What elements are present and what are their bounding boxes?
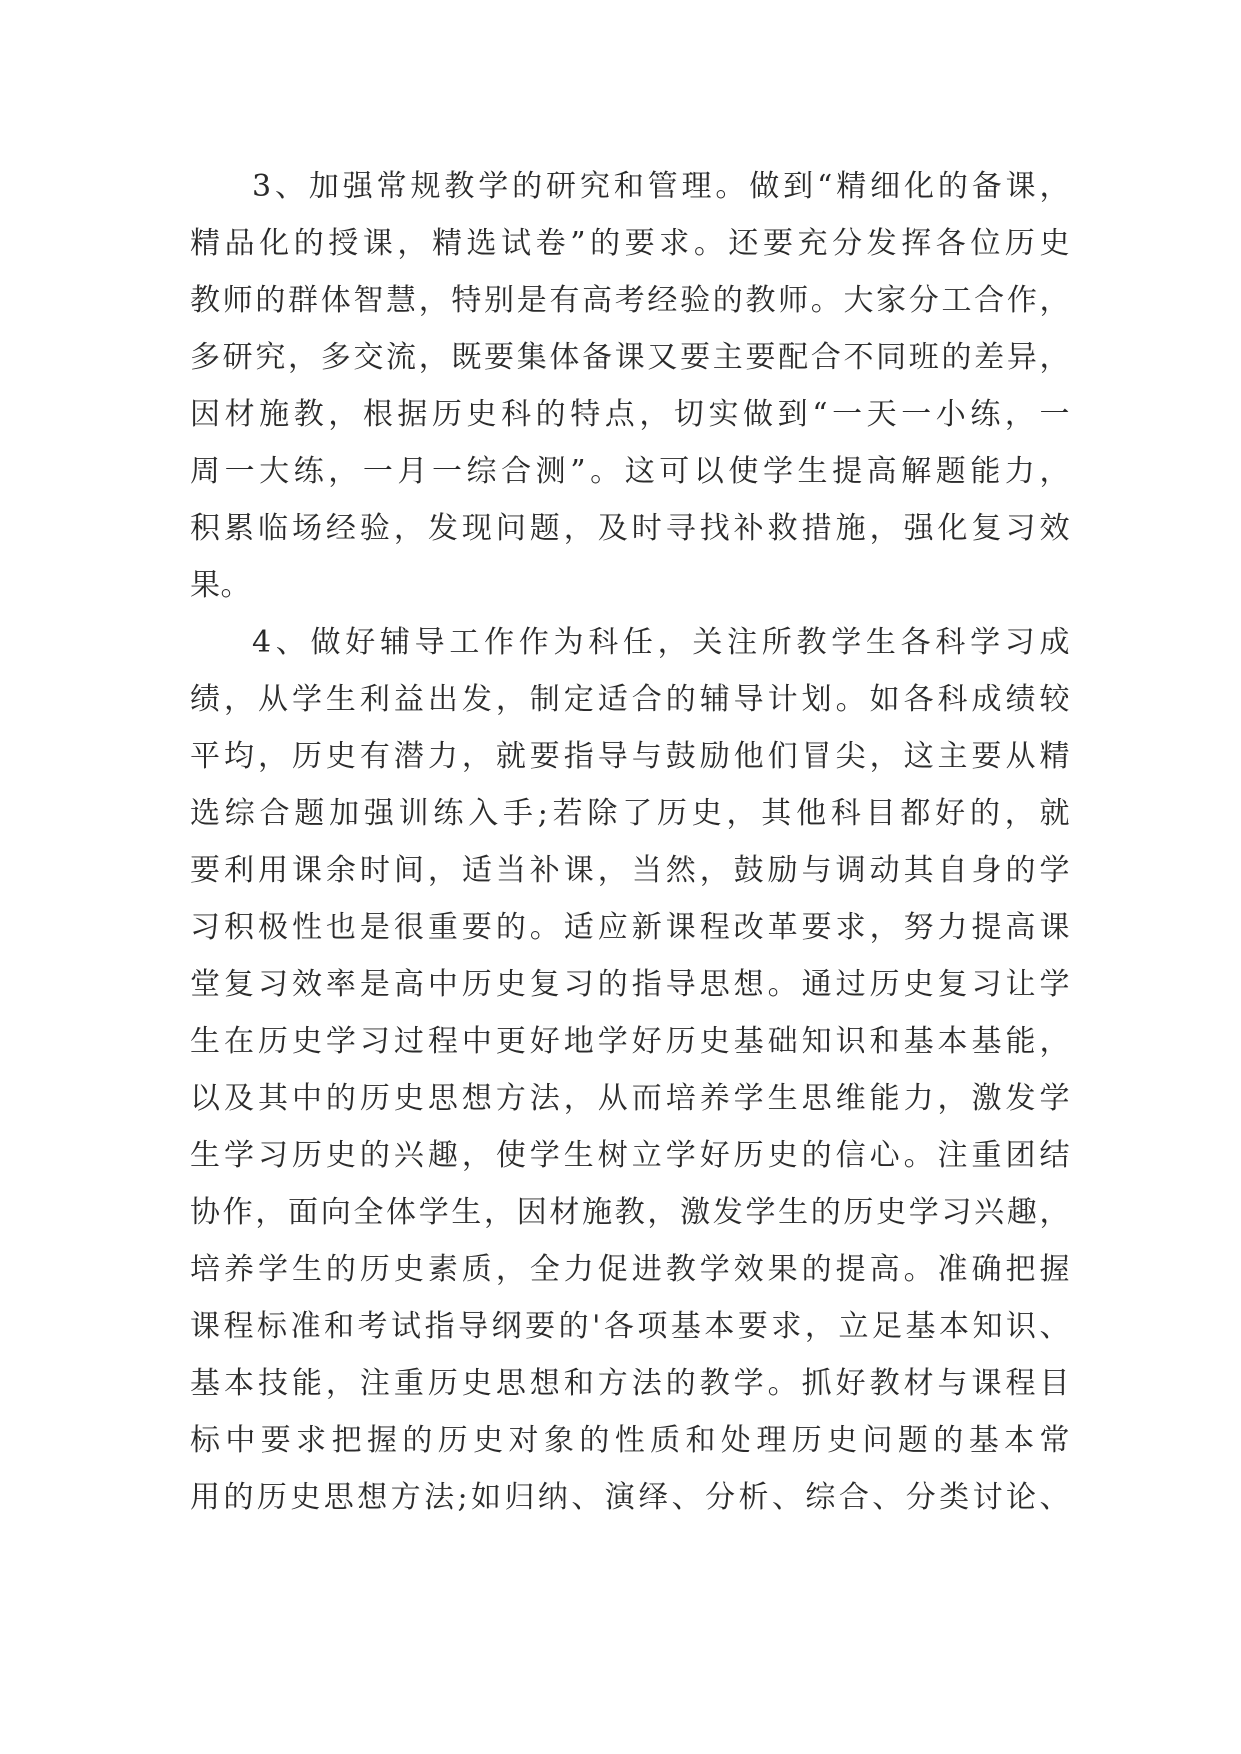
paragraph-line: 精品化的授课，精选试卷”的要求。还要充分发挥各位历史 xyxy=(190,226,1070,261)
paragraph-line: 选综合题加强训练入手;若除了历史，其他科目都好的，就 xyxy=(190,796,1070,831)
paragraph-line: 教师的群体智慧，特别是有高考经验的教师。大家分工合作， xyxy=(190,283,1070,318)
paragraph-line: 习积极性也是很重要的。适应新课程改革要求，努力提高课 xyxy=(190,910,1070,945)
paragraph-line: 积累临场经验，发现问题，及时寻找补救措施，强化复习效 xyxy=(190,511,1070,546)
paragraph-line: 生在历史学习过程中更好地学好历史基础知识和基本基能， xyxy=(190,1024,1070,1059)
paragraph-line: 因材施教，根据历史科的特点，切实做到“一天一小练，一 xyxy=(190,397,1070,432)
paragraph-line: 多研究，多交流，既要集体备课又要主要配合不同班的差异， xyxy=(190,340,1070,375)
paragraph-line: 3、加强常规教学的研究和管理。做到“精细化的备课， xyxy=(252,169,1070,204)
paragraph-line: 绩，从学生利益出发，制定适合的辅导计划。如各科成绩较 xyxy=(190,682,1070,717)
paragraph-line: 平均，历史有潜力，就要指导与鼓励他们冒尖，这主要从精 xyxy=(190,739,1070,774)
paragraph-line: 标中要求把握的历史对象的性质和处理历史问题的基本常 xyxy=(190,1423,1070,1458)
paragraph-line: 课程标准和考试指导纲要的'各项基本要求，立足基本知识、 xyxy=(190,1309,1070,1344)
paragraph-line: 生学习历史的兴趣，使学生树立学好历史的信心。注重团结 xyxy=(190,1138,1070,1173)
paragraph-line: 培养学生的历史素质，全力促进教学效果的提高。准确把握 xyxy=(190,1252,1070,1287)
paragraph-line: 周一大练，一月一综合测”。这可以使学生提高解题能力， xyxy=(190,454,1070,489)
paragraph-line: 要利用课余时间，适当补课，当然，鼓励与调动其自身的学 xyxy=(190,853,1070,888)
paragraph-line: 基本技能，注重历史思想和方法的教学。抓好教材与课程目 xyxy=(190,1366,1070,1401)
paragraph-line: 协作，面向全体学生，因材施教，激发学生的历史学习兴趣， xyxy=(190,1195,1070,1230)
paragraph-line: 4、做好辅导工作作为科任，关注所教学生各科学习成 xyxy=(252,625,1070,660)
document-body xyxy=(190,158,1070,1526)
paragraph-line: 用的历史思想方法;如归纳、演绎、分析、综合、分类讨论、 xyxy=(190,1480,1070,1515)
paragraph-line: 堂复习效率是高中历史复习的指导思想。通过历史复习让学 xyxy=(190,967,1070,1002)
paragraph-line: 以及其中的历史思想方法，从而培养学生思维能力，激发学 xyxy=(190,1081,1070,1116)
paragraph-line: 果。 xyxy=(190,568,251,603)
